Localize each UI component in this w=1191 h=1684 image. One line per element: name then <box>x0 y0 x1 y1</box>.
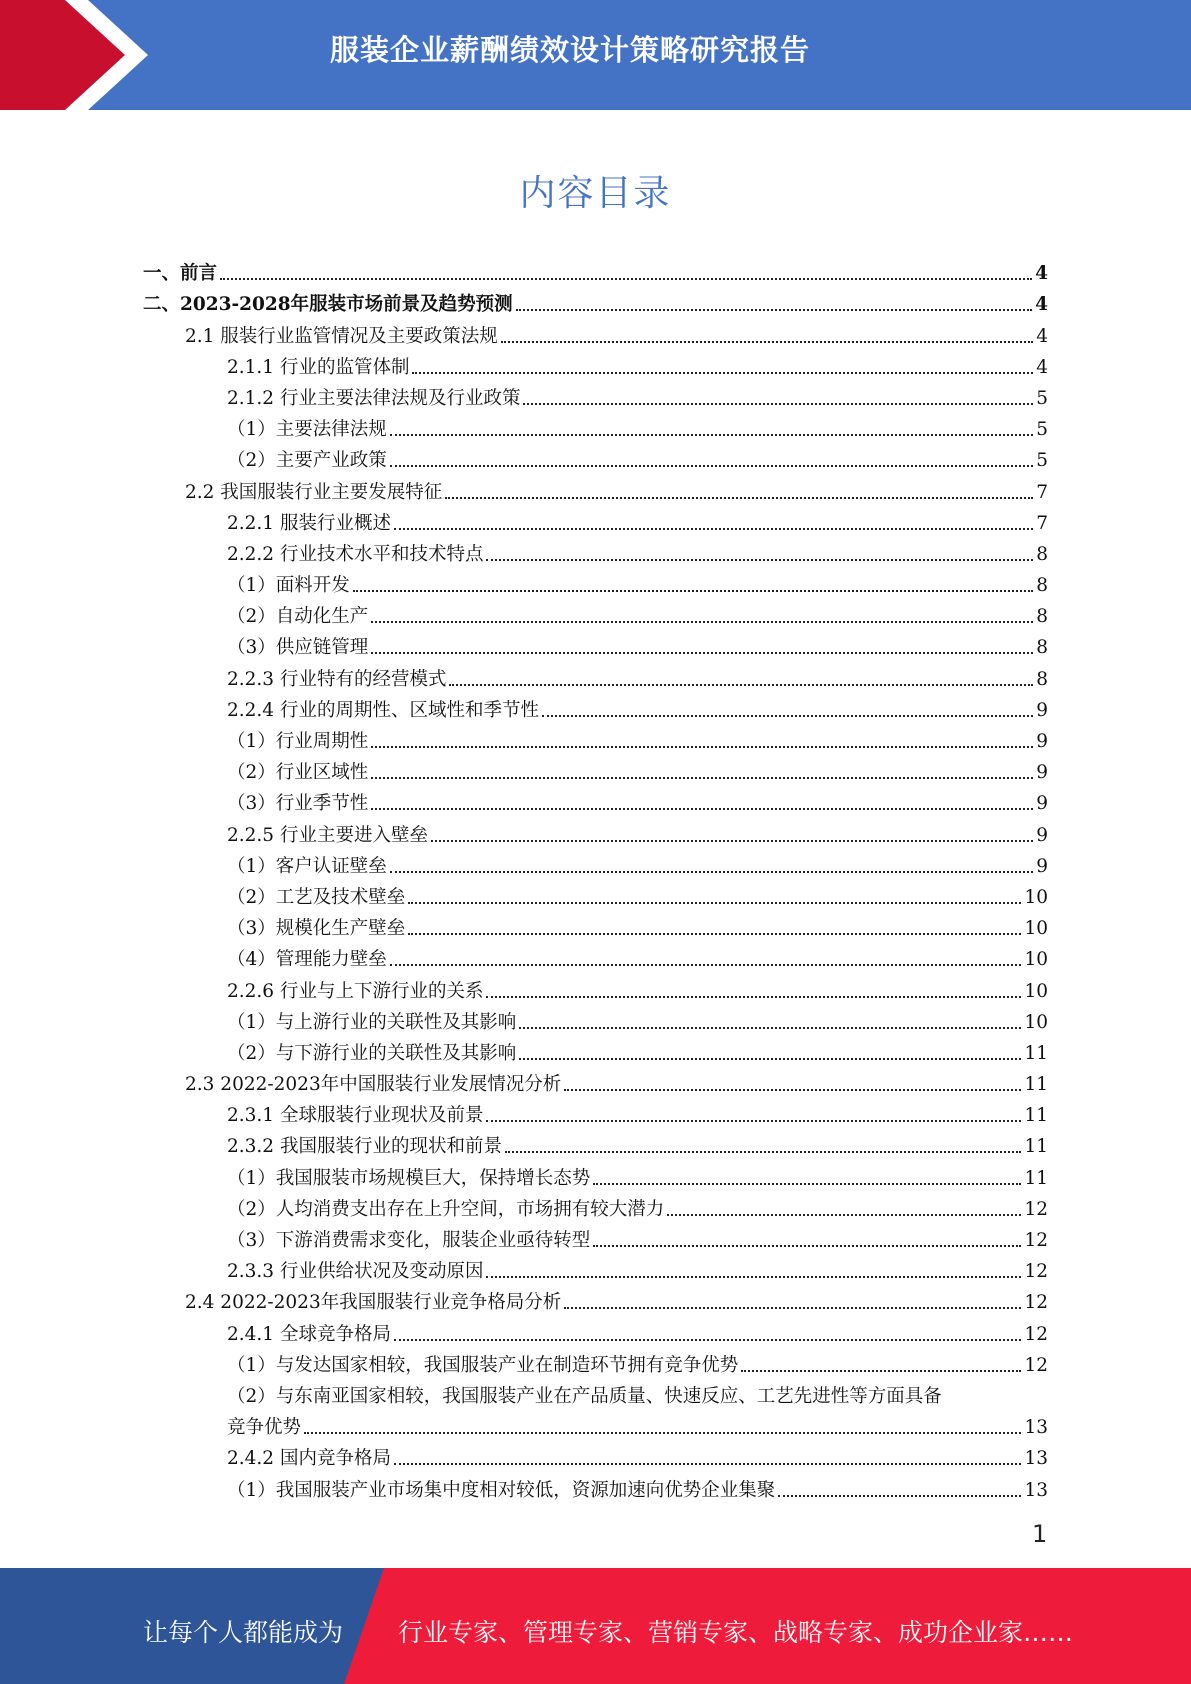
table-of-contents <box>143 254 1048 1502</box>
toc-entry[interactable] <box>143 410 1048 441</box>
toc-entry[interactable] <box>143 379 1048 410</box>
toc-entry-label: 2.3 2022-2023年中国服装行业发展情况分析 <box>185 1074 562 1096</box>
toc-entry-page: 12 <box>1024 1198 1048 1220</box>
toc-entry-label: （1）面料开发 <box>227 575 350 597</box>
toc-entry-page: 4 <box>1036 356 1048 378</box>
toc-leader-dots <box>593 1183 1021 1185</box>
toc-leader-dots <box>445 497 1033 499</box>
toc-entry-label: 2.1.1 行业的监管体制 <box>227 356 410 378</box>
toc-entry-page: 13 <box>1024 1417 1048 1439</box>
toc-entry-page: 12 <box>1024 1354 1048 1376</box>
toc-entry-page: 9 <box>1036 731 1048 752</box>
toc-entry[interactable] <box>143 254 1048 285</box>
toc-entry-label: （1）与上游行业的关联性及其影响 <box>227 1011 517 1033</box>
toc-entry[interactable] <box>143 847 1048 878</box>
toc-entry[interactable] <box>143 1252 1048 1283</box>
toc-entry[interactable] <box>143 316 1048 347</box>
toc-leader-dots <box>408 933 1021 935</box>
toc-entry[interactable] <box>143 1065 1048 1096</box>
toc-entry-label: 竞争优势 <box>227 1417 302 1439</box>
toc-entry-page: 8 <box>1036 606 1048 628</box>
toc-entry[interactable] <box>143 1003 1048 1034</box>
toc-leader-dots <box>505 1151 1021 1153</box>
toc-entry-label: 2.2.6 行业与上下游行业的关系 <box>227 980 484 1002</box>
toc-leader-dots <box>390 964 1022 966</box>
toc-leader-dots <box>486 996 1021 998</box>
toc-entry-page: 8 <box>1036 668 1048 690</box>
toc-entry[interactable] <box>143 504 1048 535</box>
toc-entry-page: 9 <box>1036 824 1048 846</box>
toc-leader-dots <box>501 341 1033 343</box>
toc-entry[interactable] <box>143 1346 1048 1377</box>
toc-entry[interactable] <box>143 1158 1048 1189</box>
toc-leader-dots <box>542 715 1033 717</box>
toc-entry-page: 5 <box>1036 419 1048 441</box>
toc-entry-label: 2.1 服装行业监管情况及主要政策法规 <box>185 325 498 347</box>
toc-entry[interactable] <box>143 1127 1048 1158</box>
toc-leader-dots <box>353 590 1033 592</box>
toc-leader-dots <box>371 777 1033 779</box>
toc-entry-page: 8 <box>1036 637 1048 659</box>
toc-entry-label: （3）行业季节性 <box>227 793 369 815</box>
toc-entry[interactable] <box>143 971 1048 1002</box>
toc-entry-label: 2.1.2 行业主要法律法规及行业政策 <box>227 387 521 409</box>
toc-leader-dots <box>371 746 1033 748</box>
toc-leader-dots <box>390 465 1033 467</box>
toc-entry[interactable] <box>143 909 1048 940</box>
toc-entry-label: 2.3.2 我国服装行业的现状和前景 <box>227 1136 502 1158</box>
toc-leader-dots <box>371 808 1033 810</box>
toc-entry-page: 12 <box>1024 1261 1048 1283</box>
toc-leader-dots <box>394 1463 1021 1465</box>
toc-entry-label: （3）供应链管理 <box>227 637 369 659</box>
toc-entry[interactable] <box>143 1470 1048 1501</box>
toc-entry[interactable] <box>143 1314 1048 1345</box>
toc-entry-page: 7 <box>1036 512 1048 534</box>
toc-entry-page: 11 <box>1024 1167 1048 1189</box>
toc-leader-dots <box>741 1370 1021 1372</box>
toc-entry[interactable] <box>143 535 1048 566</box>
toc-entry-label: （1）行业周期性 <box>227 731 369 752</box>
toc-entry[interactable] <box>143 878 1048 909</box>
toc-leader-dots <box>394 1339 1021 1341</box>
toc-entry-label: 2.2.3 行业特有的经营模式 <box>227 668 447 690</box>
toc-entry-label: 2.3.3 行业供给状况及变动原因 <box>227 1261 484 1283</box>
toc-entry-page: 9 <box>1036 793 1048 815</box>
toc-entry-page: 12 <box>1024 1292 1048 1314</box>
toc-entry-label: （1）我国服装产业市场集中度相对较低，资源加速向优势企业集聚 <box>227 1479 776 1501</box>
toc-leader-dots <box>220 278 1032 280</box>
toc-entry[interactable] <box>143 1408 1048 1439</box>
toc-entry-label: （2）人均消费支出存在上升空间，市场拥有较大潜力 <box>227 1198 665 1220</box>
toc-leader-dots <box>519 1027 1021 1029</box>
toc-entry-page: 12 <box>1024 1230 1048 1251</box>
toc-entry-page: 10 <box>1024 1011 1048 1033</box>
toc-entry-page: 13 <box>1024 1479 1048 1501</box>
toc-leader-dots <box>371 621 1033 623</box>
toc-entry-page: 11 <box>1024 1074 1048 1096</box>
toc-leader-dots <box>564 1089 1021 1091</box>
toc-entry-label: 2.2.5 行业主要进入壁垒 <box>227 824 428 846</box>
toc-entry-page: 4 <box>1036 325 1048 347</box>
toc-entry-page: 10 <box>1024 886 1048 908</box>
header-banner <box>0 0 1191 110</box>
toc-entry-label: （2）主要产业政策 <box>227 450 387 472</box>
toc-entry-page: 13 <box>1024 1448 1048 1470</box>
toc-entry[interactable] <box>143 1283 1048 1314</box>
toc-leader-dots <box>519 1058 1021 1060</box>
toc-entry-page: 10 <box>1024 949 1048 971</box>
toc-entry[interactable] <box>143 1096 1048 1127</box>
toc-entry[interactable] <box>143 597 1048 628</box>
toc-leader-dots <box>449 684 1033 686</box>
toc-entry-label: 2.2.4 行业的周期性、区域性和季节性 <box>227 699 539 721</box>
toc-leader-dots <box>412 372 1033 374</box>
toc-leader-dots <box>390 871 1033 873</box>
toc-entry-page: 11 <box>1024 1105 1048 1127</box>
footer-banner <box>0 1568 1191 1684</box>
toc-leader-dots <box>390 434 1033 436</box>
toc-entry-label: 2.2 我国服装行业主要发展特征 <box>185 481 443 503</box>
toc-entry[interactable] <box>143 441 1048 472</box>
toc-entry-page: 9 <box>1036 855 1048 877</box>
toc-entry[interactable] <box>143 691 1048 722</box>
toc-leader-dots <box>523 403 1033 405</box>
footer-slogan-left: 让每个人都能成为 <box>143 1618 344 1647</box>
toc-entry-page: 11 <box>1024 1136 1048 1158</box>
toc-entry-label: （1）与发达国家相较，我国服装产业在制造环节拥有竞争优势 <box>227 1354 739 1376</box>
toc-entry-label: 一、前言 <box>143 263 218 285</box>
toc-entry-label: （2）行业区域性 <box>227 762 369 784</box>
toc-entry-label: 2.2.2 行业技术水平和技术特点 <box>227 543 484 565</box>
footer-slogan-right: 行业专家、管理专家、营销专家、战略专家、成功企业家…… <box>398 1618 1074 1647</box>
toc-entry-label: （3）下游消费需求变化，服装企业亟待转型 <box>227 1230 591 1251</box>
toc-entry-page: 5 <box>1036 450 1048 472</box>
toc-entry[interactable] <box>143 285 1048 316</box>
toc-entry-page: 9 <box>1036 699 1048 721</box>
toc-entry[interactable] <box>143 1221 1048 1252</box>
document-title: 服装企业薪酬绩效设计策略研究报告 <box>330 33 811 67</box>
toc-entry-label: （2）与下游行业的关联性及其影响 <box>227 1042 517 1064</box>
toc-entry-label: （2）工艺及技术壁垒 <box>227 886 406 908</box>
toc-entry-label: 2.3.1 全球服装行业现状及前景 <box>227 1105 484 1127</box>
toc-leader-dots <box>667 1214 1021 1216</box>
toc-entry-label: （1）我国服装市场规模巨大，保持增长态势 <box>227 1167 591 1189</box>
toc-entry[interactable] <box>143 1377 1048 1408</box>
toc-leader-dots <box>778 1495 1021 1497</box>
toc-leader-dots <box>394 528 1033 530</box>
toc-leader-dots <box>304 1432 1021 1434</box>
toc-entry-page: 5 <box>1036 387 1048 409</box>
toc-entry-page: 10 <box>1024 980 1048 1002</box>
toc-entry-label: 2.2.1 服装行业概述 <box>227 512 391 534</box>
toc-entry-label: （1）主要法律法规 <box>227 419 387 441</box>
toc-entry[interactable] <box>143 815 1048 846</box>
toc-entry-label: （1）客户认证壁垒 <box>227 855 387 877</box>
toc-leader-dots <box>431 840 1033 842</box>
toc-entry-label: （3）规模化生产壁垒 <box>227 918 406 940</box>
toc-entry-label: 2.4.2 国内竞争格局 <box>227 1448 391 1470</box>
toc-entry[interactable] <box>143 1034 1048 1065</box>
toc-entry[interactable] <box>143 940 1048 971</box>
toc-entry-label: （2）自动化生产 <box>227 606 369 628</box>
toc-entry-page: 11 <box>1024 1042 1048 1064</box>
page-number: 1 <box>1032 1520 1048 1548</box>
toc-heading: 内容目录 <box>519 173 672 214</box>
toc-entry[interactable] <box>143 753 1048 784</box>
toc-entry-label: 2.4.1 全球竞争格局 <box>227 1323 391 1345</box>
toc-leader-dots <box>486 559 1033 561</box>
toc-entry-label: 二、2023-2028年服装市场前景及趋势预测 <box>143 294 513 316</box>
toc-entry[interactable] <box>143 628 1048 659</box>
toc-leader-dots <box>486 1120 1021 1122</box>
toc-entry[interactable] <box>143 566 1048 597</box>
toc-leader-dots <box>564 1307 1021 1309</box>
toc-entry-label: （4）管理能力壁垒 <box>227 949 387 971</box>
toc-entry-page: 8 <box>1036 575 1048 597</box>
toc-entry[interactable] <box>143 659 1048 690</box>
toc-entry-page: 7 <box>1036 481 1048 503</box>
toc-entry-label: 2.4 2022-2023年我国服装行业竞争格局分析 <box>185 1292 562 1314</box>
toc-leader-dots <box>593 1245 1021 1247</box>
toc-entry-page: 4 <box>1035 294 1048 316</box>
toc-entry[interactable] <box>143 722 1048 753</box>
toc-entry-page: 12 <box>1024 1323 1048 1345</box>
toc-entry-page: 8 <box>1036 543 1048 565</box>
toc-entry-page: 4 <box>1035 263 1048 285</box>
toc-leader-dots <box>486 1276 1021 1278</box>
toc-entry[interactable] <box>143 1190 1048 1221</box>
toc-entry-page: 9 <box>1036 762 1048 784</box>
toc-entry[interactable] <box>143 784 1048 815</box>
toc-leader-dots <box>408 902 1021 904</box>
toc-entry-page: 10 <box>1024 918 1048 940</box>
toc-leader-dots <box>371 652 1033 654</box>
toc-entry[interactable] <box>143 472 1048 503</box>
toc-entry-label: （2）与东南亚国家相较，我国服装产业在产品质量、快速反应、工艺先进性等方面具备 <box>227 1385 942 1407</box>
toc-leader-dots <box>516 309 1032 311</box>
toc-entry[interactable] <box>143 348 1048 379</box>
toc-entry[interactable] <box>143 1439 1048 1470</box>
